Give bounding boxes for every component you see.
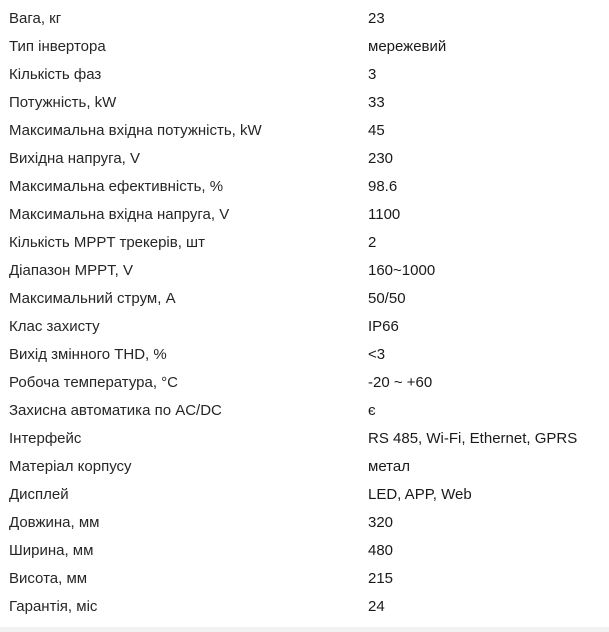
spec-label: Діапазон MPPT, V [9,262,133,279]
spec-value: -20 ~ +60 [368,374,433,391]
spec-label: Довжина, мм [9,514,100,531]
spec-value: 45 [368,122,385,139]
spec-value: 24 [368,598,385,615]
spec-row-max-input-voltage [9,201,609,229]
spec-value: 480 [368,542,394,559]
spec-label: Максимальна вхідна напруга, V [9,206,230,223]
spec-label: Максимальний струм, А [9,290,176,307]
spec-value: 320 [368,514,394,531]
spec-value: 50/50 [368,290,406,307]
spec-label: Робоча температура, °C [9,374,179,391]
bottom-divider [0,627,609,632]
spec-label: Кількість фаз [9,66,102,83]
spec-row-max-efficiency [9,173,609,201]
spec-value: 160~1000 [368,262,436,279]
spec-row-housing-material [9,453,609,481]
spec-row-thd [9,341,609,369]
spec-value: RS 485, Wi-Fi, Ethernet, GPRS [368,430,578,447]
spec-value: 1100 [368,206,401,223]
spec-row-height [9,565,609,593]
spec-value: метал [368,458,410,475]
spec-row-phases [9,61,609,89]
spec-value: 23 [368,10,385,27]
spec-row-power [9,89,609,117]
spec-label: Максимальна ефективність, % [9,178,224,195]
spec-value: 3 [368,66,377,83]
spec-row-inverter-type [9,33,609,61]
spec-label: Вихідна напруга, V [9,150,141,167]
spec-value: 2 [368,234,377,251]
spec-value: 33 [368,94,385,111]
spec-label: Кількість MPPT трекерів, шт [9,234,205,251]
spec-row-ac-dc-protection [9,397,609,425]
spec-label: Потужність, kW [9,94,117,111]
spec-label: Клас захисту [9,318,100,335]
spec-value: є [368,402,376,419]
spec-label: Інтерфейс [9,430,82,447]
spec-row-width [9,537,609,565]
spec-row-weight [9,5,609,33]
spec-row-length [9,509,609,537]
specifications-table [9,5,609,621]
spec-label: Вихід змінного THD, % [9,346,167,363]
spec-value: 98.6 [368,178,398,195]
spec-row-display [9,481,609,509]
spec-row-max-current [9,285,609,313]
spec-value: IP66 [368,318,399,335]
spec-value: <3 [368,346,386,363]
spec-label: Гарантія, міс [9,598,98,615]
spec-label: Дисплей [9,486,69,503]
spec-row-output-voltage [9,145,609,173]
spec-row-max-input-power [9,117,609,145]
spec-row-protection-class [9,313,609,341]
spec-row-mppt-trackers [9,229,609,257]
spec-row-interface [9,425,609,453]
spec-label: Вага, кг [9,10,62,27]
spec-label: Матеріал корпусу [9,458,132,475]
spec-value: 230 [368,150,394,167]
spec-label: Захисна автоматика по AC/DC [9,402,222,419]
spec-value: 215 [368,570,394,587]
spec-row-warranty [9,593,609,621]
spec-label: Тип інвертора [9,38,106,55]
spec-row-operating-temperature [9,369,609,397]
spec-label: Ширина, мм [9,542,94,559]
spec-row-mppt-range [9,257,609,285]
spec-label: Висота, мм [9,570,88,587]
spec-label: Максимальна вхідна потужність, kW [9,122,262,139]
spec-value: LED, APP, Web [368,486,472,503]
spec-value: мережевий [368,38,447,55]
